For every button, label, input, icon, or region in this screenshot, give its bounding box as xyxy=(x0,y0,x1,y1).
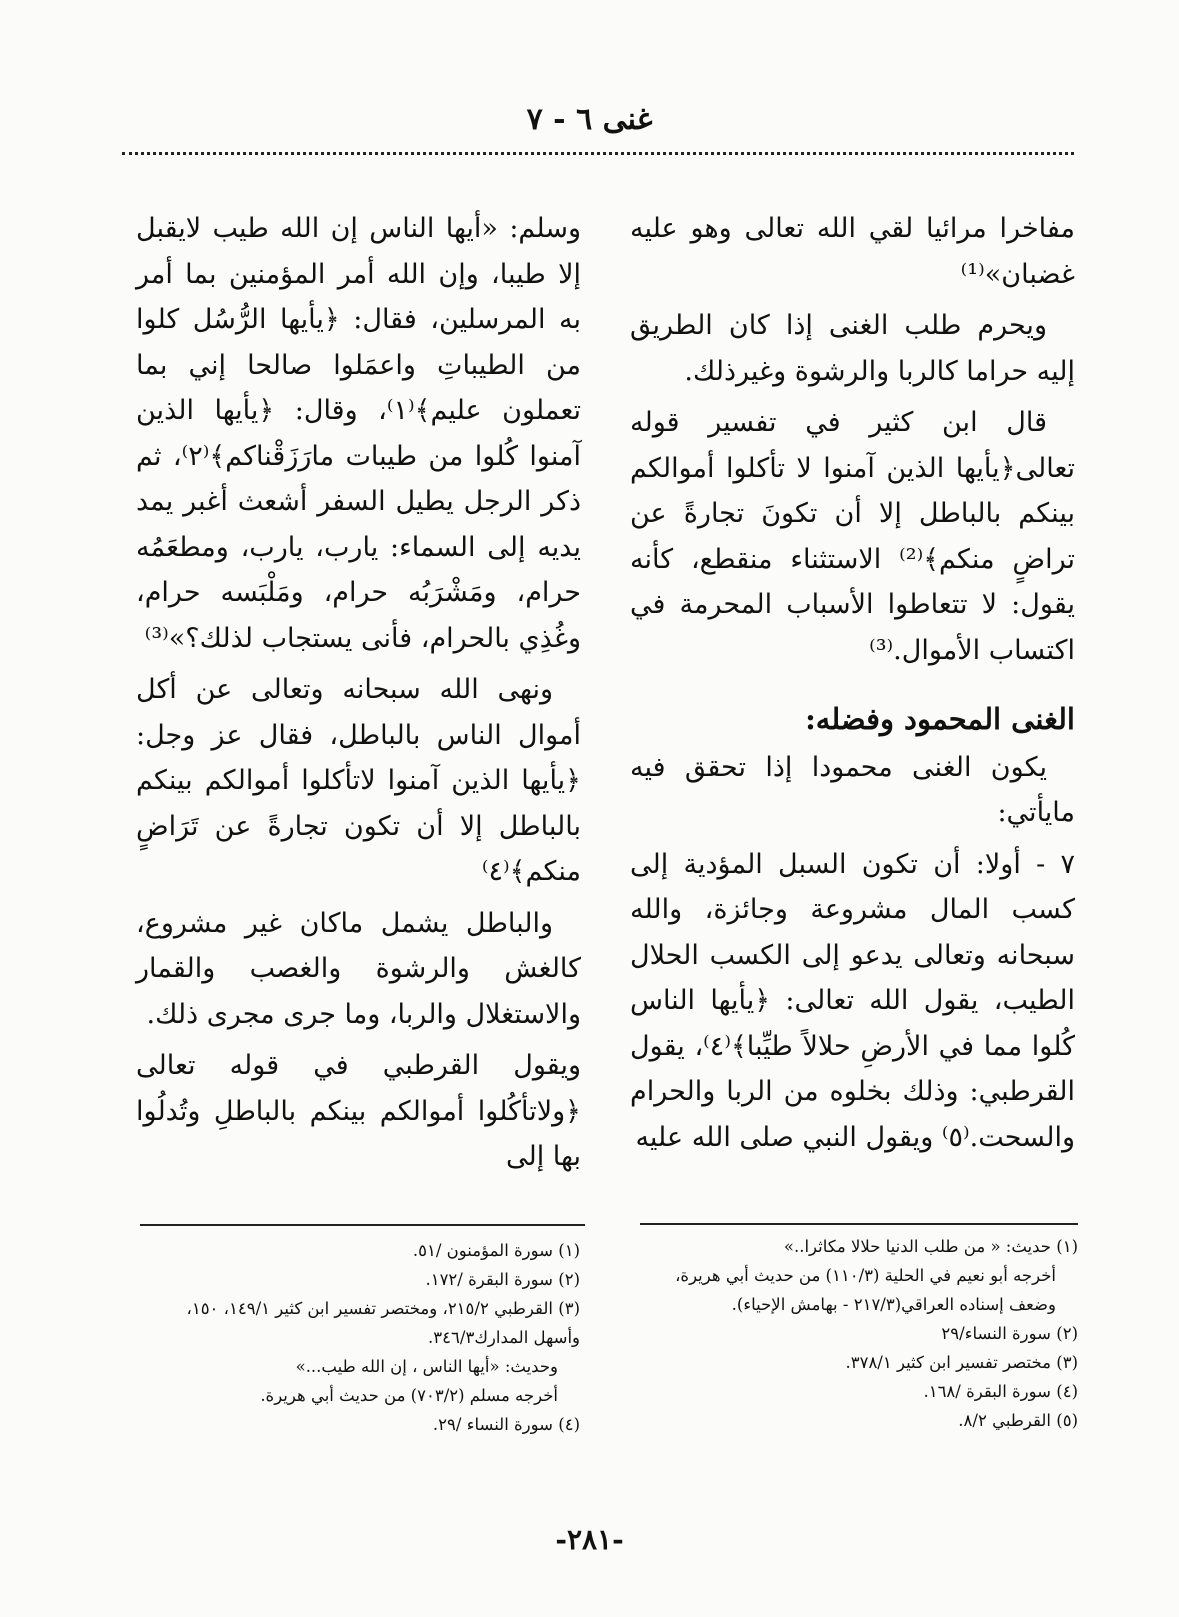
footnote-rule-right xyxy=(640,1223,1078,1225)
paragraph: يكون الغنى محمودا إذا تحقق فيه مايأتي: xyxy=(630,751,1075,828)
footnote: وحديث: «أيها الناس ، إن الله طيب...» xyxy=(295,1357,558,1376)
paragraph: وسلم: «أيها الناس إن الله طيب لايقبل إلا طيبا، وإن الله أمر المؤمنين بما أمر به المرسلين، فقال: ﴿يأيها الرُّسُل كلوا من الطيباتِ واعمَلوا صالحا إني بما تعملون عليم﴾⁽١⁾، وقال: ﴿يأيها الذين آمنوا كُلوا من طيبات مارَزَقْناكم﴾⁽٢⁾، ثم ذكر الرجل يطيل السفر أشعث أغبر يمد يديه إلى السماء: يارب، يارب، ومطعَمُه حرام، ومَشْرَبُه حرام، ومَلْبَسه حرام، وغُذِي بالحرام، فأنى يستجاب لذلك؟»⁽³⁾ xyxy=(136,213,581,654)
page-header-title: غنى ٦ - ٧ xyxy=(526,102,653,137)
paragraph: قال ابن كثير في تفسير قوله تعالى﴿يأيها الذين آمنوا لا تأكلوا أموالكم بينكم بالباطل إلا أن تكونَ تجارةً عن تراضٍ منكم﴾⁽²⁾ الاستثناء منقطع، كأنه يقول: لا تتعاطوا الأسباب المحرمة في اكتساب الأموال.⁽³⁾ xyxy=(630,407,1075,666)
paragraph: ونهى الله سبحانه وتعالى عن أكل أموال الناس بالباطل، فقال عز وجل: ﴿يأيها الذين آمنوا لاتأكلوا أموالكم بينكم بالباطل إلا أن تكون تجارةً عن تَرَاضٍ منكم﴾⁽٤⁾ xyxy=(136,674,581,887)
right-column xyxy=(630,206,1075,1166)
page-number: -٢٨١- xyxy=(555,1523,624,1556)
footnote: (١) سورة المؤمنون /٥١. xyxy=(412,1241,580,1260)
paragraph: ٧ - أولا: أن تكون السبل المؤدية إلى كسب المال مشروعة وجائزة، والله سبحانه وتعالى يدعو إلى الكسب الحلال الطيب، يقول الله تعالى: ﴿يأيها الناس كُلوا مما في الأرضِ حلالاً طيِّبا﴾⁽٤⁾، يقول القرطبي: وذلك بخلوه من الربا والحرام والسحت.⁽٥⁾ ويقول النبي صلى الله عليه xyxy=(630,848,1076,1153)
footnote: (٢) سورة البقرة /١٧٢. xyxy=(425,1270,580,1289)
footnote: أخرجه مسلم (٧٠٣/٢) من حديث أبي هريرة. xyxy=(260,1386,558,1405)
footnote: (٤) سورة النساء /٢٩. xyxy=(432,1415,580,1434)
left-column xyxy=(136,206,581,1186)
footnote: (٣) القرطبي ٢١٥/٢، ومختصر تفسير ابن كثير ١٤٩/١، ١٥٠، وأسهل المدارك٣٤٦/٣. xyxy=(186,1299,580,1347)
paragraph: مفاخرا مرائيا لقي الله تعالى وهو عليه غضبان»⁽¹⁾ xyxy=(630,213,1075,290)
section-heading: الغنى المحمود وفضله: xyxy=(805,702,1075,736)
footnote: (٢) سورة النساء/٢٩ xyxy=(941,1324,1078,1343)
footnote: (٤) سورة البقرة /١٦٨. xyxy=(923,1382,1078,1401)
footnote: (٥) القرطبي ٨/٢. xyxy=(958,1411,1078,1430)
footnotes-right xyxy=(646,1232,1078,1435)
paragraph: ويقول القرطبي في قوله تعالى ﴿ولاتأكُلوا أموالكم بينكم بالباطلِ وتُدلُوا بها إلى xyxy=(136,1050,581,1172)
paragraph: والباطل يشمل ماكان غير مشروع، كالغش والرشوة والغصب والقمار والاستغلال والربا، وما جرى مجرى ذلك. xyxy=(136,907,581,1030)
header-dotted-rule xyxy=(122,152,1074,155)
footnote-rule-left xyxy=(140,1224,585,1226)
footnote: (١) حديث: « من طلب الدنيا حلالا مكاثرا..» xyxy=(783,1237,1078,1256)
footnote: (٣) مختصر تفسير ابن كثير ٣٧٨/١. xyxy=(845,1353,1078,1372)
paragraph: ويحرم طلب الغنى إذا كان الطريق إليه حراما كالربا والرشوة وغيرذلك. xyxy=(630,310,1075,387)
footnotes-left xyxy=(140,1236,580,1439)
footnote: أخرجه أبو نعيم في الحلية (١١٠/٣) من حديث أبي هريرة، وضعف إسناده العراقي(٢١٧/٣ - بهامش الإحياء). xyxy=(675,1266,1056,1314)
